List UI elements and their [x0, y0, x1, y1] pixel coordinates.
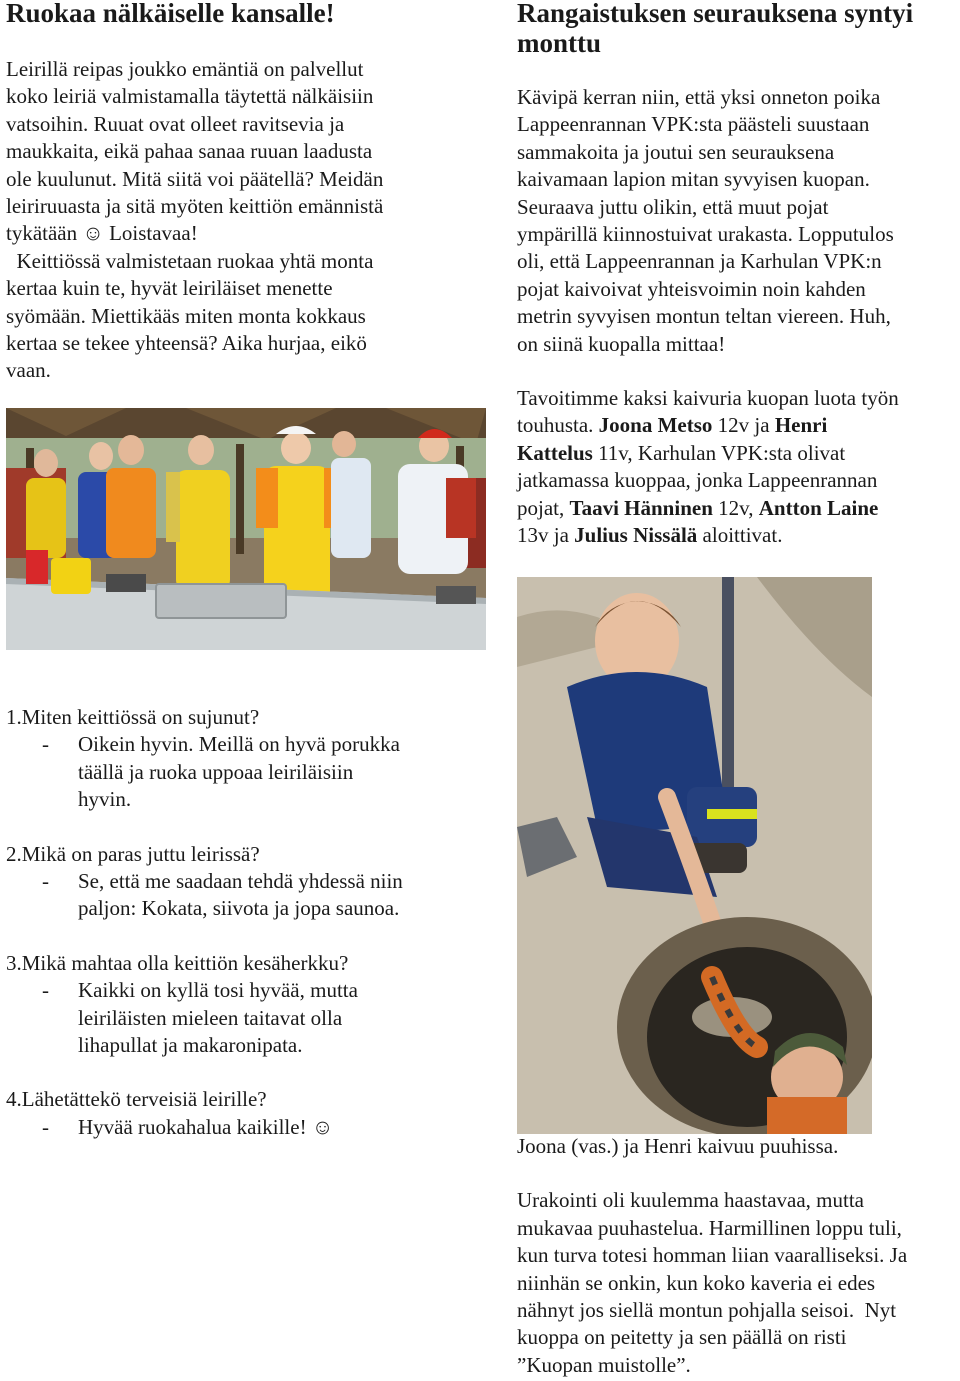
- para2-line: kertaa se tekee yhteensä? Aika hurjaa, eikö: [6, 331, 367, 356]
- answer-line: Oikein hyvin. Meillä on hyvä porukka: [78, 732, 400, 757]
- interview: [6, 704, 486, 1141]
- pit-line: pojat, Taavi Hänninen 12v, Antton Laine: [517, 495, 879, 520]
- pit-line: ympärillä kiinnostuivat urakasta. Lopputulos: [517, 222, 894, 247]
- answer-dash: -: [42, 1114, 49, 1139]
- pit-line: mukavaa puuhastelua. Harmillinen loppu tuli,: [517, 1215, 902, 1240]
- photo-caption: Joona (vas.) ja Henri kaivuu puuhissa.: [517, 1134, 839, 1158]
- name-antton-laine: Antton Laine: [758, 495, 879, 520]
- answer-line: hyvin.: [78, 787, 132, 812]
- pit-paragraph-2: [517, 385, 957, 549]
- digging-boys-photo: [517, 577, 872, 1134]
- intro-line: koko leiriä valmistamalla täytettä nälkäisiin: [6, 84, 374, 109]
- pit-paragraph-3: [517, 1187, 957, 1379]
- pit-line: kuoppa on peitetty ja sen päällä on risti: [517, 1325, 847, 1350]
- pit-line: Kävipä kerran niin, että yksi onneton poika: [517, 85, 881, 109]
- answer-line: lihapullat ja makaronipata.: [78, 1033, 303, 1058]
- intro-line: tykätään ☺ Loistavaa!: [6, 221, 198, 246]
- intro-line: leiriruuasta ja sitä myöten keittiön emännistä: [6, 194, 384, 219]
- answer-line: Kaikki on kyllä tosi hyvää, mutta: [78, 978, 358, 1003]
- name-kattelus: Kattelus: [517, 440, 593, 465]
- pit-photo-illustration: [517, 577, 872, 1134]
- pit-line: Tavoitimme kaksi kaivuria kuopan luota työn: [517, 386, 899, 411]
- pit-line: metrin syvyisen montun teltan viereen. Huh,: [517, 304, 891, 329]
- interview-answer: [6, 977, 486, 1059]
- name-henri: Henri: [774, 413, 828, 438]
- pit-line: niinhän se onkin, kun koko kaveria ei edes: [517, 1270, 876, 1295]
- interview-question: 2.Mikä on paras juttu leirissä?: [6, 841, 260, 866]
- para2-line: Keittiössä valmistetaan ruokaa yhtä monta: [6, 248, 374, 273]
- pit-line: Urakointi oli kuulemma haastavaa, mutta: [517, 1188, 864, 1213]
- para2-line: kertaa kuin te, hyvät leiriläiset menette: [6, 276, 333, 301]
- name-joona-metso: Joona Metso: [598, 413, 713, 438]
- answer-line: Hyvää ruokahalua kaikille! ☺: [78, 1114, 334, 1139]
- pit-line: on siinä kuopalla mittaa!: [517, 331, 726, 356]
- interview-answer: [6, 868, 486, 923]
- pit-line: oli, että Lappeenrannan ja Karhulan VPK:n: [517, 249, 882, 274]
- pit-article-heading: Rangaistuksen seurauksena syntyi monttu: [517, 0, 914, 58]
- pit-line: nähnyt jos siellä montun pohjalla seisoi. Nyt: [517, 1298, 897, 1323]
- answer-line: paljon: Kokata, siivota ja jopa saunoa.: [78, 896, 400, 921]
- answer-line: Se, että me saadaan tehdä yhdessä niin: [78, 869, 403, 894]
- name-julius-nissala: Julius Nissälä: [574, 523, 698, 548]
- intro-line: Leirillä reipas joukko emäntiä on palvellut: [6, 57, 364, 81]
- intro-line: ole kuulunut. Mitä siitä voi päätellä? Meidän: [6, 166, 384, 191]
- pit-line: Lappeenrannan VPK:sta päästeli suustaan: [517, 112, 870, 137]
- kitchen-staff-photo: [6, 408, 486, 650]
- right-lower: [517, 1133, 957, 1379]
- left-column: [6, 0, 486, 385]
- answer-line: täällä ja ruoka uppoaa leiriläisiin: [78, 759, 354, 784]
- pit-line: ”Kuopan muistolle”.: [517, 1352, 691, 1377]
- pit-line: pojat kaivoivat yhteisvoimin noin kahden: [517, 276, 866, 301]
- interview-question: 4.Lähetättekö terveisiä leirille?: [6, 1087, 267, 1112]
- answer-dash: -: [42, 869, 49, 894]
- intro-line: vatsoihin. Ruuat ovat olleet ravitsevia ja: [6, 111, 345, 136]
- pit-line: Seuraava juttu olikin, että muut pojat: [517, 194, 829, 219]
- pit-line: jatkamassa kuoppaa, jonka Lappeenrannan: [517, 468, 878, 493]
- para2-line: vaan.: [6, 358, 51, 383]
- interview-answer: [6, 1114, 486, 1141]
- name-taavi-hanninen: Taavi Hänninen: [569, 495, 713, 520]
- intro-line: maukkaita, eikä pahaa sanaa ruuan laadusta: [6, 139, 373, 164]
- kitchen-article-heading: Ruokaa nälkäiselle kansalle!: [6, 0, 335, 28]
- answer-dash: -: [42, 978, 49, 1003]
- right-column: [517, 0, 957, 550]
- pit-line: kaivamaan lapion mitan syvyisen kuopan.: [517, 167, 870, 192]
- pit-line: 13v ja Julius Nissälä aloittivat.: [517, 523, 783, 548]
- pit-line: touhusta. Joona Metso 12v ja Henri: [517, 413, 828, 438]
- answer-line: leiriläisten mieleen taitavat olla: [78, 1005, 343, 1030]
- para2-line: syömään. Miettikääs miten monta kokkaus: [6, 303, 366, 328]
- interview-answer: [6, 731, 486, 813]
- answer-dash: -: [42, 732, 49, 757]
- pit-line: sammakoita ja joutui sen seurauksena: [517, 139, 835, 164]
- interview-question: 1.Miten keittiössä on sujunut?: [6, 705, 260, 729]
- kitchen-photo-illustration: [6, 408, 486, 650]
- pit-line: Kattelus 11v, Karhulan VPK:sta olivat: [517, 440, 846, 465]
- pit-paragraph-1: [517, 84, 957, 358]
- interview-question: 3.Mikä mahtaa olla keittiön kesäherkku?: [6, 950, 349, 975]
- pit-line: kun turva totesi homman liian vaaralliseksi. Ja: [517, 1243, 908, 1268]
